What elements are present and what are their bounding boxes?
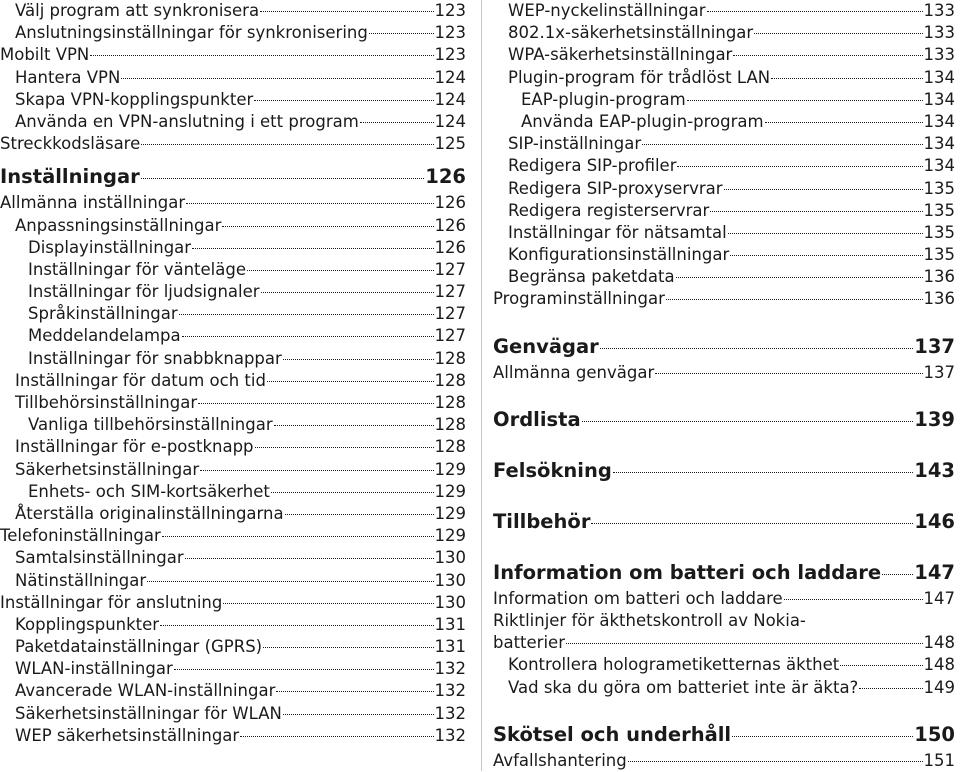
toc-entry-label: Inställningar för nätsamtal	[508, 222, 727, 242]
toc-entry[interactable]	[493, 288, 955, 310]
toc-page-number: 127	[434, 326, 466, 346]
toc-page-number: 132	[434, 659, 466, 679]
dot-leader	[147, 581, 433, 582]
toc-page-number: 148	[923, 633, 955, 653]
toc-entry-label: Anslutningsinställningar för synkronisering	[15, 23, 368, 43]
dot-leader	[260, 11, 433, 12]
toc-entry[interactable]	[493, 244, 955, 266]
toc-page-number: 134	[923, 156, 955, 176]
toc-entry-label: Inställningar för snabbknappar	[28, 348, 282, 368]
toc-page-number: 128	[434, 393, 466, 412]
dot-leader	[141, 178, 425, 179]
toc-entry[interactable]	[0, 392, 466, 414]
toc-entry-label: Kontrollera hologrametiketternas äkthet	[508, 655, 840, 675]
toc-entry-label: Hantera VPN	[15, 67, 121, 87]
dot-leader	[121, 78, 433, 79]
toc-page-number: 128	[434, 437, 466, 457]
toc-entry[interactable]	[493, 266, 955, 288]
dot-leader	[687, 100, 923, 101]
dot-leader	[655, 373, 922, 374]
toc-page-number: 135	[923, 245, 955, 265]
toc-entry[interactable]	[0, 215, 466, 237]
toc-chapter[interactable]	[493, 456, 955, 486]
dot-leader	[192, 248, 433, 249]
dot-leader	[765, 122, 923, 123]
toc-entry-label: 802.1x-säkerhetsinställningar	[508, 23, 754, 43]
toc-entry-label: SIP-inställningar	[508, 134, 642, 154]
toc-entry-label: Meddelandelampa	[28, 326, 181, 346]
toc-page-number: 127	[434, 304, 466, 324]
toc-entry-label: Felsökning	[493, 458, 612, 482]
toc-page-number: 129	[434, 503, 466, 523]
dot-leader	[283, 714, 434, 715]
dot-leader	[90, 55, 433, 56]
toc-entry[interactable]	[0, 281, 466, 303]
toc-entry-label: Inställningar	[0, 165, 140, 189]
toc-entry-label: Inställningar för ljudsignaler	[28, 282, 260, 302]
dot-leader	[223, 603, 433, 604]
toc-entry-label: Redigera registerservrar	[508, 200, 710, 220]
toc-entry[interactable]	[0, 0, 466, 22]
dot-leader	[222, 226, 433, 227]
toc-page-number: 123	[434, 1, 466, 20]
toc-page-number: 143	[914, 458, 955, 482]
dot-leader	[676, 277, 923, 278]
section-gap	[493, 537, 955, 551]
dot-leader	[200, 470, 433, 471]
toc-page-number: 123	[434, 45, 466, 65]
toc-chapter[interactable]	[493, 720, 955, 750]
toc-page-number: 124	[434, 67, 466, 87]
dot-leader	[710, 211, 922, 212]
toc-entry-label: Kopplingspunkter	[15, 614, 160, 634]
dot-leader	[141, 144, 433, 145]
toc-page-number: 132	[434, 725, 466, 745]
toc-page-number: 126	[434, 193, 466, 213]
toc-entry[interactable]	[0, 303, 466, 325]
toc-entry[interactable]	[0, 570, 466, 592]
toc-entry-label: Säkerhetsinställningar för WLAN	[15, 703, 282, 723]
toc-entry[interactable]	[0, 459, 466, 481]
toc-entry[interactable]	[0, 503, 466, 525]
dot-leader	[160, 625, 433, 626]
toc-entry-label: WEP säkerhetsinställningar	[15, 725, 240, 745]
toc-entry-label: Avfallshantering	[493, 750, 627, 770]
toc-page-number: 137	[923, 362, 955, 382]
dot-leader	[582, 421, 914, 422]
toc-page-number: 126	[434, 237, 466, 257]
toc-entry[interactable]	[0, 636, 466, 658]
section-gap	[493, 486, 955, 500]
toc-entry-label: WPA-säkerhetsinställningar	[508, 45, 733, 65]
toc-entry[interactable]	[493, 178, 955, 200]
toc-page-number: 130	[434, 548, 466, 568]
toc-entry[interactable]	[0, 67, 466, 89]
toc-entry[interactable]	[0, 133, 466, 155]
toc-page-number: 133	[923, 45, 955, 65]
dot-leader	[707, 11, 923, 12]
toc-entry-label: Vad ska du göra om batteriet inte är äkta?	[508, 677, 859, 697]
toc-entry[interactable]	[0, 525, 466, 547]
toc-entry[interactable]	[493, 654, 955, 676]
toc-entry[interactable]	[0, 481, 466, 503]
toc-chapter[interactable]	[493, 332, 955, 362]
dot-leader	[730, 255, 922, 256]
toc-entry[interactable]	[493, 222, 955, 244]
toc-page-number: 123	[434, 23, 466, 43]
section-gap	[493, 311, 955, 325]
section-gap	[493, 699, 955, 713]
toc-chapter[interactable]	[493, 558, 955, 588]
toc-entry-label: Återställa originalinställningarna	[15, 503, 284, 523]
toc-page-number: 132	[434, 681, 466, 701]
toc-page-number: 126	[425, 165, 466, 189]
toc-page-number: 125	[434, 134, 466, 154]
toc-entry[interactable]	[0, 348, 466, 370]
toc-entry[interactable]	[0, 614, 466, 636]
toc-page-number: 149	[923, 677, 955, 697]
dot-leader	[754, 33, 922, 34]
toc-page-number: 135	[923, 222, 955, 242]
dot-leader	[840, 665, 922, 666]
toc-entry-label: Samtalsinställningar	[15, 548, 184, 568]
toc-entry-label: Nätinställningar	[15, 570, 147, 590]
toc-entry[interactable]	[0, 592, 466, 614]
toc-entry-label: Allmänna genvägar	[493, 362, 655, 382]
toc-entry-label: WEP-nyckelinställningar	[508, 1, 706, 20]
toc-page-number: 134	[923, 67, 955, 87]
toc-entry-label: WLAN-inställningar	[15, 659, 173, 679]
toc-page-number: 128	[434, 348, 466, 368]
toc-entry-label: Inställningar för datum och tid	[15, 370, 266, 390]
toc-page-number: 136	[923, 267, 955, 287]
toc-entry[interactable]	[493, 362, 955, 384]
dot-leader	[600, 348, 914, 349]
toc-entry[interactable]	[0, 680, 466, 702]
toc-entry-label: Information om batteri och laddare	[493, 588, 783, 608]
dot-leader	[666, 299, 923, 300]
toc-page-number: 134	[923, 134, 955, 154]
dot-leader	[859, 688, 922, 689]
toc-page-number: 146	[914, 509, 955, 533]
toc-entry[interactable]	[493, 89, 955, 111]
dot-leader	[628, 761, 923, 762]
dot-leader	[771, 78, 922, 79]
toc-page-number: 129	[434, 526, 466, 546]
toc-page-number: 129	[434, 481, 466, 501]
toc-entry-label: Redigera SIP-proxyservrar	[508, 178, 723, 198]
toc-entry[interactable]	[493, 111, 955, 133]
dot-leader	[276, 691, 433, 692]
dot-leader	[255, 447, 434, 448]
toc-entry-label: Telefoninställningar	[0, 526, 161, 546]
toc-entry[interactable]	[0, 22, 466, 44]
toc-entry-label: Streckkodsläsare	[0, 134, 141, 154]
dot-leader	[784, 599, 923, 600]
dot-leader	[185, 558, 434, 559]
dot-leader	[283, 359, 434, 360]
toc-right-column	[493, 0, 955, 772]
toc-entry-label: Paketdatainställningar (GPRS)	[15, 637, 263, 657]
toc-entry[interactable]	[0, 111, 466, 133]
toc-page-number: 135	[923, 200, 955, 220]
toc-entry-label: Konfigurationsinställningar	[508, 245, 730, 265]
toc-chapter[interactable]	[493, 405, 955, 435]
toc-page-number: 135	[923, 178, 955, 198]
toc-entry-label: Allmänna inställningar	[0, 193, 186, 213]
dot-leader	[732, 736, 913, 737]
toc-entry[interactable]	[0, 44, 466, 66]
toc-entry-label: Programinställningar	[493, 289, 665, 309]
toc-entry-label: Välj program att synkronisera	[15, 1, 260, 20]
toc-entry-label: EAP-plugin-program	[521, 89, 686, 109]
toc-entry-label: Begränsa paketdata	[508, 267, 675, 287]
toc-page-number: 128	[434, 370, 466, 390]
toc-page-number: 127	[434, 259, 466, 279]
toc-entry[interactable]	[0, 192, 466, 214]
dot-leader	[162, 536, 434, 537]
toc-entry[interactable]	[0, 259, 466, 281]
toc-entry-label: Skötsel och underhåll	[493, 722, 732, 746]
toc-entry-label: Riktlinjer för äkthetskontroll av Nokia-	[493, 611, 806, 630]
toc-entry-label: Plugin-program för trådlöst LAN	[508, 67, 771, 87]
toc-page-number: 133	[923, 1, 955, 20]
toc-entry-label: Språkinställningar	[28, 304, 178, 324]
toc-entry-label: Inställningar för e-postknapp	[15, 437, 254, 457]
section-gap	[493, 384, 955, 398]
toc-entry[interactable]	[0, 370, 466, 392]
dot-leader	[174, 669, 434, 670]
dot-leader	[728, 233, 923, 234]
toc-chapter[interactable]	[0, 162, 466, 192]
toc-entry[interactable]	[493, 677, 955, 699]
toc-page-number: 147	[914, 560, 955, 584]
toc-entry[interactable]	[0, 237, 466, 259]
toc-entry[interactable]	[0, 325, 466, 347]
toc-entry[interactable]	[493, 155, 955, 177]
toc-page-number: 139	[914, 407, 955, 431]
toc-entry[interactable]	[0, 89, 466, 111]
toc-page-number: 128	[434, 415, 466, 435]
toc-entry-label: Vanliga tillbehörsinställningar	[28, 415, 273, 435]
toc-entry[interactable]	[493, 610, 955, 632]
toc-chapter[interactable]	[493, 507, 955, 537]
toc-entry[interactable]	[0, 658, 466, 680]
toc-page-number: 148	[923, 655, 955, 675]
toc-entry-label: Inställningar för anslutning	[0, 592, 223, 612]
dot-leader	[261, 292, 434, 293]
dot-leader	[271, 492, 434, 493]
dot-leader	[613, 472, 913, 473]
toc-entry-label: Avancerade WLAN-inställningar	[15, 681, 276, 701]
dot-leader	[591, 523, 913, 524]
toc-page-number: 133	[923, 23, 955, 43]
dot-leader	[254, 100, 433, 101]
dot-leader	[274, 425, 434, 426]
toc-entry[interactable]	[0, 703, 466, 725]
dot-leader	[882, 574, 913, 575]
toc-left-column	[0, 0, 466, 747]
toc-entry-label: Skapa VPN-kopplingspunkter	[15, 89, 254, 109]
toc-entry[interactable]	[0, 436, 466, 458]
dot-leader	[186, 203, 433, 204]
toc-page-number: 132	[434, 703, 466, 723]
dot-leader	[182, 336, 434, 337]
toc-entry-label: Inställningar för vänteläge	[28, 259, 246, 279]
toc-page-number: 129	[434, 459, 466, 479]
toc-entry-label: Anpassningsinställningar	[15, 215, 222, 235]
dot-leader	[677, 166, 922, 167]
toc-entry[interactable]	[493, 133, 955, 155]
toc-entry[interactable]	[493, 67, 955, 89]
toc-page-number: 136	[923, 289, 955, 309]
toc-page-number: 124	[434, 89, 466, 109]
toc-entry[interactable]	[0, 725, 466, 747]
toc-page-number: 147	[923, 588, 955, 608]
dot-leader	[285, 514, 434, 515]
toc-page-number: 130	[434, 570, 466, 590]
toc-page-number: 131	[434, 614, 466, 634]
toc-entry-label: Säkerhetsinställningar	[15, 459, 200, 479]
dot-leader	[724, 189, 923, 190]
dot-leader	[247, 270, 434, 271]
toc-page-number: 134	[923, 89, 955, 109]
dot-leader	[642, 144, 922, 145]
dot-leader	[198, 403, 433, 404]
toc-entry-label: Enhets- och SIM-kortsäkerhet	[28, 481, 270, 501]
toc-entry[interactable]	[493, 750, 955, 772]
toc-page-number: 134	[923, 111, 955, 131]
toc-entry[interactable]	[493, 588, 955, 610]
dot-leader	[369, 33, 434, 34]
toc-entry-label: Tillbehör	[493, 509, 591, 533]
dot-leader	[240, 736, 433, 737]
toc-page-number: 124	[434, 111, 466, 131]
toc-entry-label: Displayinställningar	[28, 237, 192, 257]
column-divider	[481, 0, 482, 771]
toc-entry[interactable]	[493, 22, 955, 44]
toc-entry-label: Tillbehörsinställningar	[15, 393, 198, 412]
toc-entry[interactable]	[493, 0, 955, 22]
toc-entry-label: Ordlista	[493, 407, 581, 431]
toc-entry[interactable]	[493, 632, 955, 654]
toc-entry-label: Använda en VPN-anslutning i ett program	[15, 111, 359, 131]
toc-page-number: 151	[923, 750, 955, 770]
toc-entry[interactable]	[0, 547, 466, 569]
toc-page-number: 127	[434, 282, 466, 302]
toc-entry-label: Information om batteri och laddare	[493, 560, 882, 584]
section-gap	[493, 435, 955, 449]
dot-leader	[566, 643, 923, 644]
dot-leader	[360, 122, 434, 123]
toc-entry-label: Mobilt VPN	[0, 45, 90, 65]
dot-leader	[263, 647, 433, 648]
toc-page-number: 131	[434, 637, 466, 657]
toc-entry-label: Använda EAP-plugin-program	[521, 111, 764, 131]
dot-leader	[733, 55, 922, 56]
toc-entry[interactable]	[493, 44, 955, 66]
dot-leader	[267, 381, 434, 382]
toc-entry[interactable]	[493, 200, 955, 222]
toc-page-number: 137	[914, 334, 955, 358]
toc-page-number: 130	[434, 592, 466, 612]
toc-page-number: 126	[434, 215, 466, 235]
toc-entry-label: Genvägar	[493, 334, 599, 358]
toc-entry[interactable]	[0, 414, 466, 436]
toc-entry-label: Redigera SIP-profiler	[508, 156, 677, 176]
toc-page-number: 150	[914, 722, 955, 746]
dot-leader	[179, 314, 434, 315]
toc-entry-label: batterier	[493, 633, 565, 653]
